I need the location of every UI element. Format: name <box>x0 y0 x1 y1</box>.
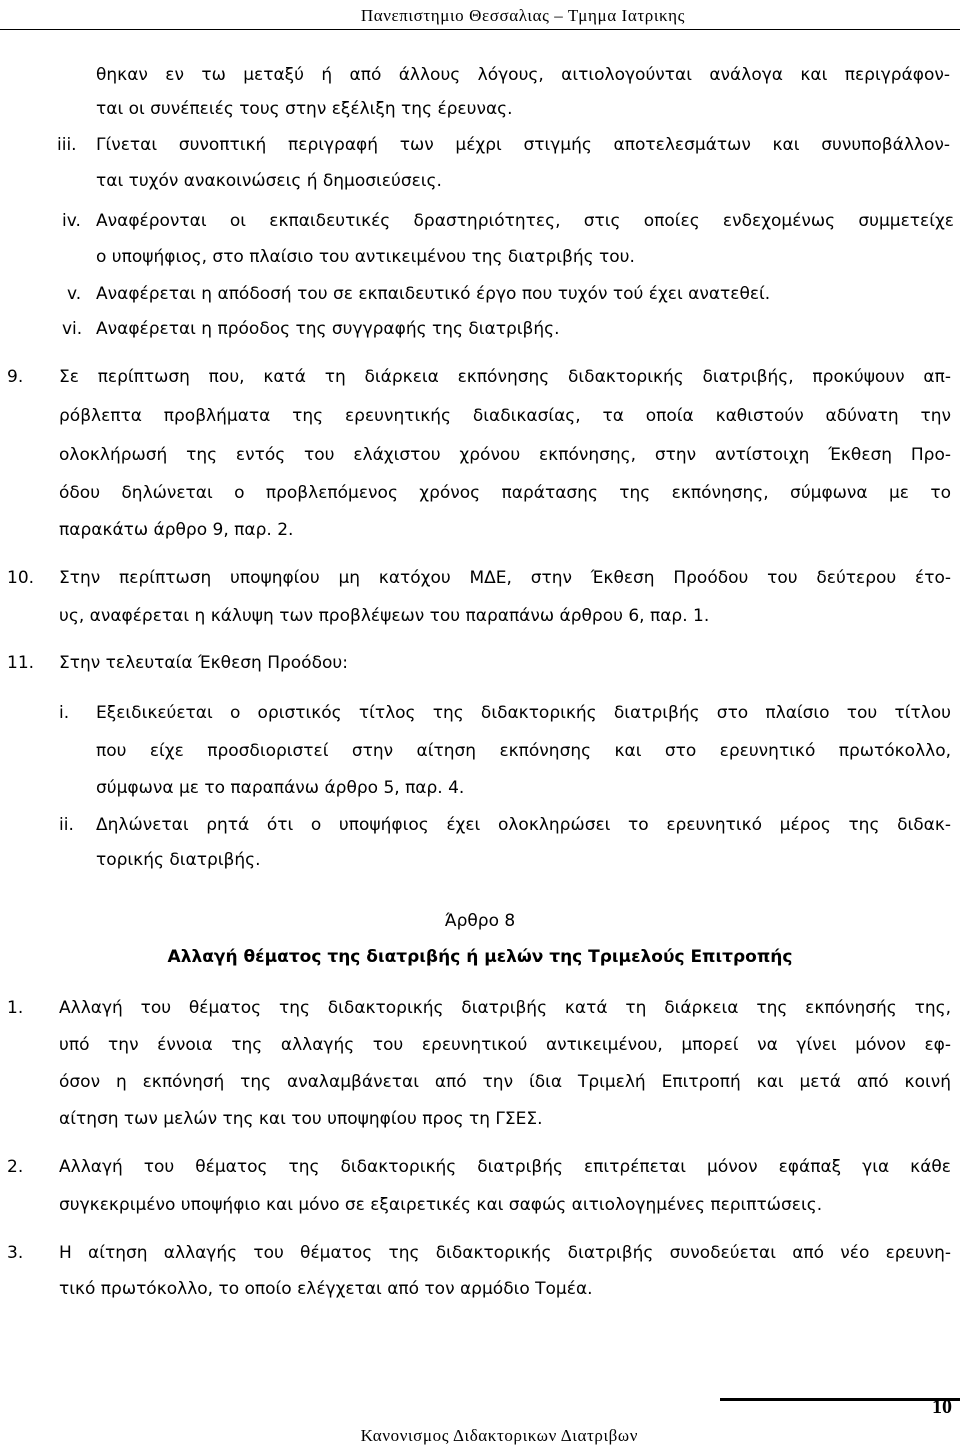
running-footer: Κανονισμος Διδακτορικων Διατριβων <box>360 1426 638 1445</box>
item-iv-line-1: Αναφέρονται οι εκπαιδευτικές δραστηριότητες, στις οποίες ενδεχομένως συμμετείχε <box>96 211 954 231</box>
para-11-sub-ii-line-2: τορικής διατριβής. <box>96 850 261 870</box>
art8-para-3-line-2: τικό πρωτόκολλο, το οποίο ελέγχεται από τον αρμόδιο Τομέα. <box>59 1279 593 1299</box>
item-iv-numeral: iv. <box>62 211 81 231</box>
footer-rule <box>720 1398 960 1401</box>
art8-para-2-line-2: συγκεκριμένο υποψήφιο και μόνο σε εξαιρετικές και σαφώς αιτιολογημένες περιπτώσεις. <box>59 1195 823 1215</box>
para-11-line: Στην τελευταία Έκθεση Προόδου: <box>59 653 348 673</box>
art8-para-1-number: 1. <box>7 998 24 1018</box>
art8-para-2-line-1: Αλλαγή του θέματος της διδακτορικής διατριβής επιτρέπεται μόνον εφάπαξ για κάθε <box>59 1157 951 1177</box>
para-9-line-3: ολοκλήρωσή της εντός του ελάχιστου χρόνου εκπόνησης, στην αντίστοιχη Έκθεση Προ- <box>59 445 951 465</box>
item-iii-line-1: Γίνεται συνοπτική περιγραφή των μέχρι στιγμής αποτελεσμάτων και συνυποβάλλον- <box>96 135 950 155</box>
intro-line-1: θηκαν εν τω μεταξύ ή από άλλους λόγους, αιτιολογούνται ανάλογα και περιγράφον- <box>96 65 950 85</box>
item-v-numeral: v. <box>67 284 82 304</box>
running-header: Πανεπιστημιο Θεσσαλιας – Τμημα Ιατρικης <box>360 6 685 25</box>
para-11-sub-ii-line-1: Δηλώνεται ρητά ότι ο υποψήφιος έχει ολοκληρώσει το ερευνητικό μέρος της διδακ- <box>96 815 951 835</box>
intro-line-2: ται οι συνέπειές τους στην εξέλιξη της έρευνας. <box>96 99 513 119</box>
para-11-sub-i-line-3: σύμφωνα με το παραπάνω άρθρο 5, παρ. 4. <box>96 778 465 798</box>
art8-para-3-number: 3. <box>7 1243 24 1263</box>
item-iii-numeral: iii. <box>57 135 77 155</box>
para-9-line-4: όδου δηλώνεται ο προβλεπόμενος χρόνος παράτασης της εκπόνησης, σύμφωνα με το <box>59 483 951 503</box>
item-vi-numeral: vi. <box>62 319 83 339</box>
para-11-sub-i-numeral: i. <box>59 703 70 723</box>
art8-para-1-line-4: αίτηση των μελών της και του υποψηφίου προς τη ΓΣΕΣ. <box>59 1109 543 1129</box>
item-iv-line-2: ο υποψήφιος, στο πλαίσιο του αντικειμένου της διατριβής του. <box>96 247 635 267</box>
para-9-line-5: παρακάτω άρθρο 9, παρ. 2. <box>59 520 294 540</box>
header-rule <box>0 29 960 30</box>
para-11-sub-ii-numeral: ii. <box>59 815 74 835</box>
para-10-line-1: Στην περίπτωση υποψηφίου μη κατόχου ΜΔΕ, στην Έκθεση Προόδου του δεύτερου έτο- <box>59 568 951 588</box>
item-iii-line-2: ται τυχόν ανακοινώσεις ή δημοσιεύσεις. <box>96 171 442 191</box>
art8-para-2-number: 2. <box>7 1157 24 1177</box>
para-9-line-2: ρόβλεπτα προβλήματα της ερευνητικής διαδικασίας, τα οποία καθιστούν αδύνατη την <box>59 406 951 426</box>
article-8-title: Αλλαγή θέματος της διατριβής ή μελών της Τριμελούς Επιτροπής <box>167 947 793 967</box>
item-vi-line-1: Αναφέρεται η πρόοδος της συγγραφής της διατριβής. <box>96 319 560 339</box>
art8-para-3-line-1: Η αίτηση αλλαγής του θέματος της διδακτορικής διατριβής συνοδεύεται από νέο ερευνη- <box>59 1243 951 1263</box>
para-11-sub-i-line-1: Εξειδικεύεται ο οριστικός τίτλος της διδακτορικής διατριβής στο πλαίσιο του τίτλου <box>96 703 951 723</box>
art8-para-1-line-2: υπό την έννοια της αλλαγής του ερευνητικού αντικειμένου, μπορεί να γίνει μόνον εφ- <box>59 1035 951 1055</box>
art8-para-1-line-3: όσον η εκπόνησή της αναλαμβάνεται από την ίδια Τριμελή Επιτροπή και μετά από κοινή <box>59 1072 951 1092</box>
para-9-line-1: Σε περίπτωση που, κατά τη διάρκεια εκπόνησης διδακτορικής διατριβής, προκύψουν απ- <box>59 367 951 387</box>
para-11-sub-i-line-2: που είχε προσδιοριστεί στην αίτηση εκπόνησης και στο ερευνητικό πρωτόκολλο, <box>96 741 951 761</box>
art8-para-1-line-1: Αλλαγή του θέματος της διδακτορικής διατριβής κατά τη διάρκεια της εκπόνησής της, <box>59 998 951 1018</box>
article-8-heading: Άρθρο 8 <box>444 911 516 931</box>
para-10-number: 10. <box>7 568 35 588</box>
page-number: 10 <box>932 1396 952 1418</box>
para-9-number: 9. <box>7 367 24 387</box>
item-v-line-1: Αναφέρεται η απόδοσή του σε εκπαιδευτικό έργο που τυχόν τού έχει ανατεθεί. <box>96 284 771 304</box>
para-10-line-2: υς, αναφέρεται η κάλυψη των προβλέψεων του παραπάνω άρθρου 6, παρ. 1. <box>59 606 710 626</box>
para-11-number: 11. <box>7 653 35 673</box>
